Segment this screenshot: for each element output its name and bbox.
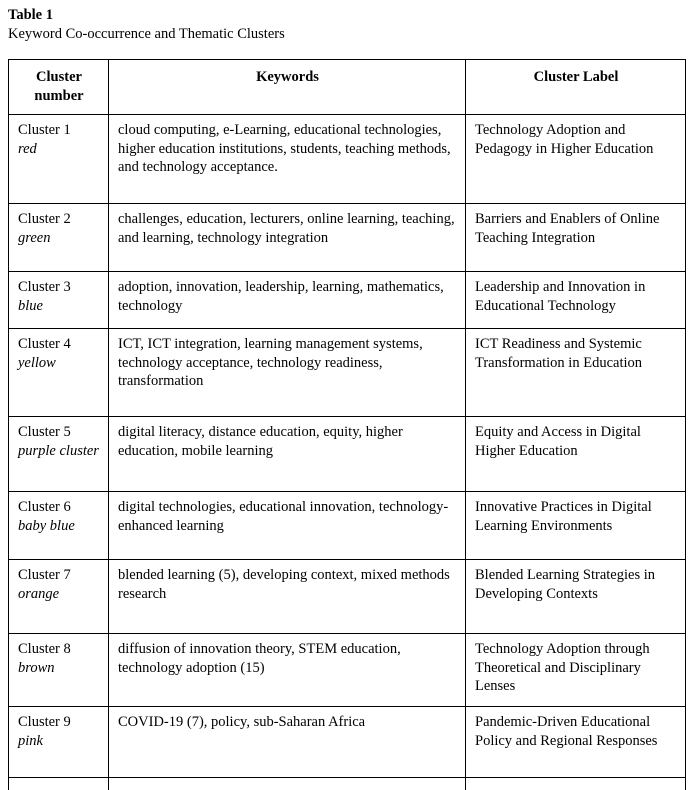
cluster-label-cell: Leadership and Innovation in Educational Technology [466,272,686,329]
cluster-color-name: pink [18,732,100,751]
cluster-color-name: baby blue [18,517,100,536]
cluster-number-cell [9,204,109,272]
keywords-cell: adoption, innovation, leadership, learning, mathematics, technology [109,272,466,329]
table-header [9,60,686,115]
cluster-label-cell: Blended Learning Strategies in Developing Contexts [466,560,686,634]
cluster-color-name: red [18,140,100,159]
cluster-label-cell: Barriers and Enablers of Online Teaching Integration [466,204,686,272]
table-row [9,560,686,634]
cluster-number-cell [9,560,109,634]
partial-cell [109,778,466,790]
keywords-cell: digital technologies, educational innovation, technology-enhanced learning [109,492,466,560]
keywords-cell: digital literacy, distance education, equity, higher education, mobile learning [109,417,466,492]
cluster-color-name: purple cluster [18,442,100,461]
table-title: Table 1 [8,6,685,25]
table-caption [8,6,685,44]
header-cluster-number: Cluster number [9,60,109,115]
keywords-cell: diffusion of innovation theory, STEM education, technology adoption (15) [109,634,466,707]
table-row [9,634,686,707]
cluster-number: Cluster 3 [18,278,100,297]
keywords-cell: blended learning (5), developing context, mixed methods research [109,560,466,634]
cluster-color-name: orange [18,585,100,604]
header-row [9,60,686,115]
cluster-label-cell: Equity and Access in Digital Higher Education [466,417,686,492]
table-body [9,115,686,790]
cluster-color-name: yellow [18,354,100,373]
cluster-color-name: blue [18,297,100,316]
cluster-number-cell [9,634,109,707]
table-row [9,329,686,417]
table-row [9,417,686,492]
cluster-number-cell [9,492,109,560]
cluster-number: Cluster 4 [18,335,100,354]
partial-cell [9,778,109,790]
table-row [9,492,686,560]
cluster-color-name: green [18,229,100,248]
cluster-number: Cluster 6 [18,498,100,517]
table-row [9,115,686,204]
cluster-label-cell: Technology Adoption and Pedagogy in Higher Education [466,115,686,204]
cluster-label-cell: Pandemic-Driven Educational Policy and Regional Responses [466,707,686,778]
cluster-number: Cluster 8 [18,640,100,659]
cluster-label-cell: Technology Adoption through Theoretical and Disciplinary Lenses [466,634,686,707]
keywords-cell: ICT, ICT integration, learning management systems, technology acceptance, technology readiness, transformation [109,329,466,417]
partial-cell [466,778,686,790]
keywords-cell: challenges, education, lecturers, online learning, teaching, and learning, technology integration [109,204,466,272]
cluster-number-cell [9,115,109,204]
keyword-clusters-table [8,59,686,790]
cluster-label-cell: ICT Readiness and Systemic Transformation in Education [466,329,686,417]
keywords-cell: COVID-19 (7), policy, sub-Saharan Africa [109,707,466,778]
cluster-number: Cluster 1 [18,121,100,140]
cluster-color-name: brown [18,659,100,678]
cluster-label-cell: Innovative Practices in Digital Learning Environments [466,492,686,560]
keywords-cell: cloud computing, e-Learning, educational technologies, higher education institutions, students, teaching methods, and technology acceptance. [109,115,466,204]
cluster-number: Cluster 5 [18,423,100,442]
cluster-number-cell [9,417,109,492]
cluster-number: Cluster 2 [18,210,100,229]
header-cluster-label: Cluster Label [466,60,686,115]
table-row [9,204,686,272]
partial-next-row [9,778,686,790]
cluster-number: Cluster 7 [18,566,100,585]
cluster-number-cell [9,272,109,329]
cluster-number: Cluster 9 [18,713,100,732]
cluster-number-cell [9,329,109,417]
table-row [9,707,686,778]
header-keywords: Keywords [109,60,466,115]
cluster-number-cell [9,707,109,778]
table-row [9,272,686,329]
table-subtitle: Keyword Co-occurrence and Thematic Clusters [8,25,685,44]
